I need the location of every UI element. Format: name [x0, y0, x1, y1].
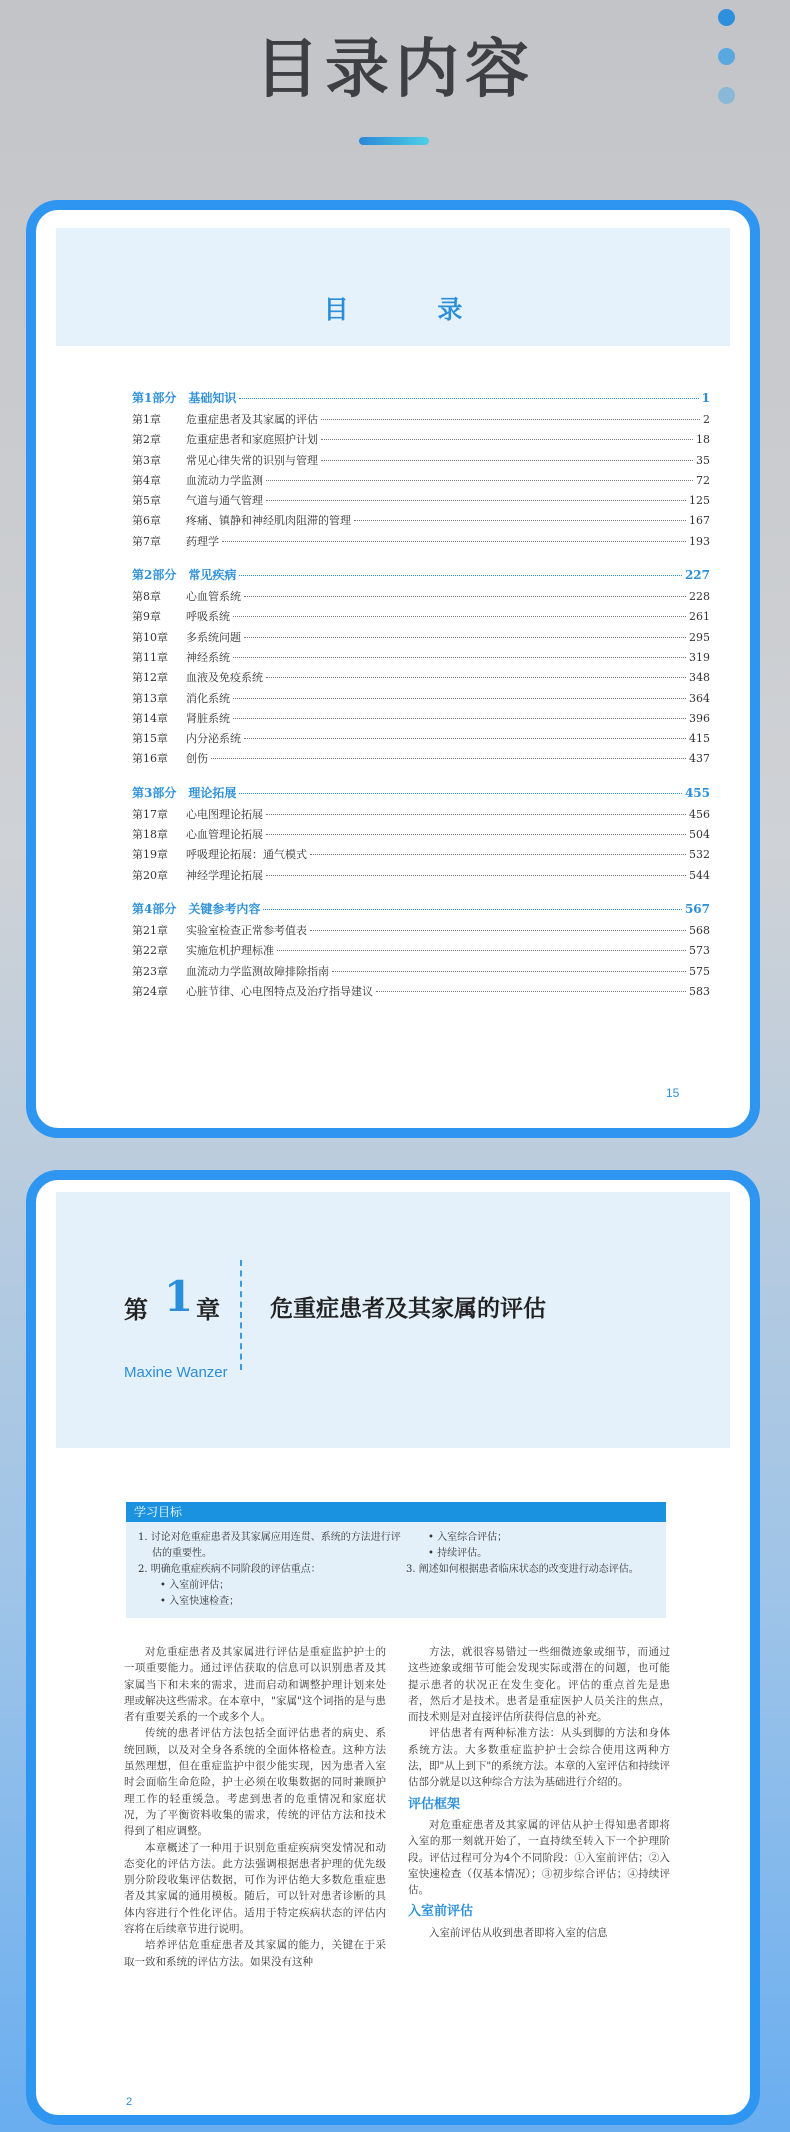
toc-chapter-row[interactable]	[132, 942, 710, 962]
paragraph: 传统的患者评估方法包括全面评估患者的病史、系统回顾，以及对全身各系统的全面体格检查。这种方法虽然理想，但在重症监护中很少能实现，因为患者入室时会面临生命危险，护士必须在收集数据的同时兼顾护理工作的轻重缓急。考虑到患者的危重情况和家庭状况，为了平衡资料收集的需求，传统的评估方法和技术得到了相应调整。	[124, 1727, 386, 1838]
chapter-divider	[240, 1260, 242, 1370]
section-heading: 入室前评估	[408, 1904, 474, 1920]
toc-chapter-page: 35	[696, 453, 710, 467]
paragraph: 培养评估危重症患者及其家属的能力，关键在于采取一致和系统的评估方法。如果没有这种	[124, 1939, 386, 1968]
toc-chapter-page: 18	[696, 433, 710, 447]
toc-leader	[239, 398, 698, 399]
toc-chapter-row[interactable]	[132, 588, 710, 608]
toc-chapter-page: 456	[689, 807, 710, 821]
toc-gap	[132, 553, 710, 566]
toc-chapter-page: 396	[689, 711, 710, 725]
toc-chapter-number: 第4章	[132, 473, 161, 487]
toc-leader	[239, 793, 682, 794]
toc-part-row[interactable]	[132, 389, 710, 411]
toc-chapter-number: 第8章	[132, 590, 161, 604]
toc-part-page: 227	[684, 568, 710, 583]
toc-chapter-number: 第24章	[132, 984, 168, 998]
objective-item: 2. 明确危重症疾病不同阶段的评估重点：	[138, 1564, 321, 1575]
toc-leader	[321, 460, 693, 461]
toc-chapter-title: 呼吸系统	[186, 610, 230, 624]
decor-dot-3	[718, 87, 735, 104]
toc-leader	[266, 500, 686, 501]
objectives-left-column	[138, 1530, 406, 1610]
toc-part-row[interactable]	[132, 566, 710, 588]
toc-leader	[277, 950, 686, 951]
toc-chapter-row[interactable]	[132, 649, 710, 669]
toc-chapter-title: 肾脏系统	[186, 711, 230, 725]
toc-part-label: 第1部分 基础知识	[132, 391, 237, 405]
toc-chapter-row[interactable]	[132, 750, 710, 770]
toc-chapter-page: 295	[689, 630, 710, 644]
toc-chapter-row[interactable]	[132, 867, 710, 887]
toc-chapter-row[interactable]	[132, 629, 710, 649]
toc-leader	[233, 698, 686, 699]
toc-chapter-row[interactable]	[132, 983, 710, 1003]
toc-leader	[266, 480, 693, 481]
toc-chapter-number: 第12章	[132, 671, 168, 685]
toc-chapter-title: 血流动力学监测	[186, 473, 263, 487]
toc-chapter-title: 内分泌系统	[186, 732, 241, 746]
toc-chapter-title: 疼痛、镇静和神经肌肉阻滞的管理	[186, 514, 351, 528]
toc-chapter-title: 实施危机护理标准	[186, 944, 274, 958]
section-heading: 评估框架	[408, 1796, 461, 1812]
toc-chapter-title: 药理学	[186, 534, 219, 548]
toc-chapter-title: 气道与通气管理	[186, 494, 263, 508]
objectives-right-column	[406, 1530, 656, 1578]
paragraph: 方法，就很容易错过一些细微迹象或细节，而通过这些迹象或细节可能会发现实际或潜在的问题，也可能提示患者的状况正在发生变化。评估的重点首先是患者，然后才是技术。患者是重症医护人员关注的焦点，而技术则是对直接评估所获得信息的补充。	[408, 1646, 670, 1724]
chapter-prefix: 第	[124, 1295, 148, 1324]
page-header-title: 目录内容	[255, 33, 535, 107]
paragraph: 对危重症患者及其家属的评估从护士得知患者即将入室的那一刻就开始了，一直持续至转入下一个护理阶段。评估过程可分为4个不同阶段：①入室前评估；②入室快速检查（仅基本情况）；③初步综合评估；④持续评估。	[408, 1818, 670, 1897]
toc-page-number: 15	[666, 1086, 680, 1100]
toc-chapter-page: 125	[689, 494, 710, 508]
toc-chapter-title: 心血管理论拓展	[186, 828, 263, 842]
toc-chapter-row[interactable]	[132, 669, 710, 689]
toc-chapter-number: 第21章	[132, 923, 168, 937]
toc-leader	[233, 657, 686, 658]
toc-chapter-row[interactable]	[132, 690, 710, 710]
toc-chapter-number: 第17章	[132, 807, 168, 821]
chapter-number: 1	[164, 1272, 194, 1321]
objectives-label: 学习目标	[126, 1502, 666, 1522]
toc-chapter-number: 第14章	[132, 711, 168, 725]
toc-leader	[244, 596, 686, 597]
toc-chapter-title: 创伤	[186, 752, 208, 766]
toc-part-page: 567	[684, 901, 710, 916]
toc-chapter-title: 神经系统	[186, 650, 230, 664]
toc-leader	[332, 971, 686, 972]
toc-page-card	[26, 200, 760, 1138]
toc-chapter-number: 第13章	[132, 691, 168, 705]
toc-chapter-page: 573	[689, 944, 710, 958]
toc-part-page: 1	[701, 391, 710, 405]
toc-chapter-row[interactable]	[132, 710, 710, 730]
objective-subitem: • 入室快速检查；	[160, 1596, 240, 1607]
toc-leader	[310, 854, 686, 855]
toc-heading: 目 录	[323, 295, 503, 324]
toc-leader	[310, 930, 686, 931]
body-right-column	[408, 1644, 670, 1941]
toc-chapter-row[interactable]	[132, 922, 710, 942]
toc-chapter-row[interactable]	[132, 846, 710, 866]
toc-chapter-number: 第7章	[132, 534, 161, 548]
toc-chapter-number: 第16章	[132, 752, 168, 766]
toc-chapter-row[interactable]	[132, 411, 710, 431]
toc-leader	[266, 814, 686, 815]
toc-chapter-row[interactable]	[132, 512, 710, 532]
toc-chapter-title: 血液及免疫系统	[186, 671, 263, 685]
toc-chapter-page: 261	[689, 610, 710, 624]
toc-leader	[233, 718, 686, 719]
toc-chapter-title: 神经学理论拓展	[186, 868, 263, 882]
toc-chapter-number: 第3章	[132, 453, 161, 467]
toc-chapter-page: 2	[703, 413, 710, 426]
chapter-author: Maxine Wanzer	[124, 1364, 228, 1381]
objective-item: 3. 阐述如何根据患者临床状态的改变进行动态评估。	[406, 1564, 639, 1575]
toc-chapter-row[interactable]	[132, 431, 710, 451]
toc-chapter-row[interactable]	[132, 452, 710, 472]
toc-chapter-row[interactable]	[132, 472, 710, 492]
toc-chapter-page: 437	[689, 752, 710, 766]
toc-chapter-number: 第10章	[132, 630, 168, 644]
toc-chapter-title: 心血管系统	[186, 590, 241, 604]
toc-part-label: 第3部分 理论拓展	[132, 785, 237, 800]
paragraph: 本章概述了一种用于识别危重症疾病突发情况和动态变化的评估方法。此方法强调根据患者护理的优先级别分阶段收集评估数据，可作为评估绝大多数危重症患者及其家属的通用模板。随后，可以针对患者诊断的具体内容进行个性化评估。适用于特定疾病状态的评估内容将在后续章节进行说明。	[124, 1841, 386, 1936]
toc-chapter-number: 第2章	[132, 433, 161, 447]
toc-leader	[354, 520, 686, 521]
toc-chapter-page: 544	[689, 868, 710, 882]
toc-leader	[211, 758, 686, 759]
toc-part-page: 455	[684, 785, 710, 800]
toc-leader	[263, 909, 682, 910]
toc-chapter-number: 第23章	[132, 964, 168, 978]
toc-chapter-page: 167	[689, 514, 710, 528]
toc-leader	[244, 637, 686, 638]
toc-leader	[266, 875, 686, 876]
toc-leader	[266, 834, 686, 835]
toc-chapter-page: 364	[689, 691, 710, 705]
toc-chapter-title: 血流动力学监测故障排除指南	[186, 964, 329, 978]
toc-list	[132, 389, 710, 1003]
toc-chapter-number: 第20章	[132, 868, 168, 882]
toc-chapter-row[interactable]	[132, 963, 710, 983]
paragraph: 评估患者有两种标准方法：从头到脚的方法和身体系统方法。大多数重症监护护士会综合使用这两种方法，即"从上到下"的系统方法。本章的入室评估和持续评估部分就是以这种综合方法为基础进行介绍的。	[408, 1727, 670, 1789]
objective-subitem: • 持续评估。	[428, 1548, 488, 1559]
chapter-page-card	[26, 1170, 760, 2125]
toc-leader	[321, 419, 700, 420]
toc-chapter-row[interactable]	[132, 806, 710, 826]
toc-chapter-row[interactable]	[132, 730, 710, 750]
toc-chapter-page: 568	[689, 923, 710, 937]
toc-gap	[132, 771, 710, 784]
toc-leader	[239, 575, 682, 576]
toc-gap	[132, 887, 710, 900]
toc-leader	[266, 677, 686, 678]
toc-chapter-title: 常见心律失常的识别与管理	[186, 453, 318, 467]
objective-subitem: • 入室综合评估；	[428, 1532, 508, 1543]
decor-dot-2	[718, 48, 735, 65]
toc-chapter-number: 第1章	[132, 413, 161, 426]
toc-leader	[321, 439, 693, 440]
toc-leader	[376, 991, 686, 992]
decor-dot-1	[718, 9, 735, 26]
chapter-title: 危重症患者及其家属的评估	[270, 1295, 546, 1322]
toc-chapter-number: 第19章	[132, 848, 168, 862]
toc-chapter-title: 呼吸理论拓展：通气模式	[186, 848, 307, 862]
toc-chapter-row[interactable]	[132, 492, 710, 512]
toc-chapter-number: 第15章	[132, 732, 168, 746]
toc-chapter-page: 532	[689, 848, 710, 862]
objective-subitem: • 入室前评估；	[160, 1580, 230, 1591]
chapter-suffix: 章	[196, 1295, 220, 1324]
toc-chapter-number: 第18章	[132, 828, 168, 842]
toc-chapter-page: 319	[689, 650, 710, 664]
toc-leader	[233, 616, 686, 617]
toc-chapter-page: 228	[689, 590, 710, 604]
toc-chapter-row[interactable]	[132, 826, 710, 846]
chapter-page-number: 2	[126, 2096, 133, 2108]
toc-chapter-title: 多系统问题	[186, 630, 241, 644]
toc-chapter-title: 实验室检查正常参考值表	[186, 923, 307, 937]
toc-chapter-page: 72	[696, 473, 710, 487]
objectives-box	[126, 1522, 666, 1618]
body-left-column	[124, 1644, 386, 1970]
toc-chapter-title: 危重症患者及其家属的评估	[186, 413, 318, 426]
toc-chapter-page: 415	[689, 732, 710, 746]
toc-part-label: 第2部分 常见疾病	[132, 568, 237, 583]
toc-part-row[interactable]	[132, 900, 710, 922]
toc-chapter-page: 504	[689, 828, 710, 842]
objective-item: 1. 讨论对危重症患者及其家属应用连贯、系统的方法进行评估的重要性。	[138, 1532, 401, 1559]
toc-chapter-page: 348	[689, 671, 710, 685]
toc-chapter-number: 第5章	[132, 494, 161, 508]
paragraph: 入室前评估从收到患者即将入室的信息	[429, 1926, 608, 1939]
toc-chapter-number: 第6章	[132, 514, 161, 528]
header-accent-bar	[359, 137, 429, 145]
toc-chapter-number: 第22章	[132, 944, 168, 958]
toc-heading-band	[56, 228, 730, 346]
toc-chapter-number: 第9章	[132, 610, 161, 624]
paragraph: 对危重症患者及其家属进行评估是重症监护护士的一项重要能力。通过评估获取的信息可以识别患者及其家属当下和未来的需求，进而启动和调整护理计划来处理或解决这些需求。在本章中，"家属"这个词指的是与患者有重要关系的一个或多个人。	[124, 1646, 386, 1724]
toc-leader	[222, 541, 686, 542]
toc-chapter-title: 心脏节律、心电图特点及治疗指导建议	[186, 984, 373, 998]
toc-part-row[interactable]	[132, 784, 710, 806]
toc-leader	[244, 738, 686, 739]
toc-chapter-title: 消化系统	[186, 691, 230, 705]
toc-chapter-title: 心电图理论拓展	[186, 807, 263, 821]
toc-chapter-row[interactable]	[132, 533, 710, 553]
toc-chapter-number: 第11章	[132, 650, 168, 664]
toc-chapter-page: 575	[689, 964, 710, 978]
toc-chapter-page: 193	[689, 534, 710, 548]
toc-part-label: 第4部分 关键参考内容	[132, 901, 261, 916]
toc-chapter-row[interactable]	[132, 608, 710, 628]
toc-chapter-page: 583	[689, 984, 710, 998]
toc-chapter-title: 危重症患者和家庭照护计划	[186, 433, 318, 447]
